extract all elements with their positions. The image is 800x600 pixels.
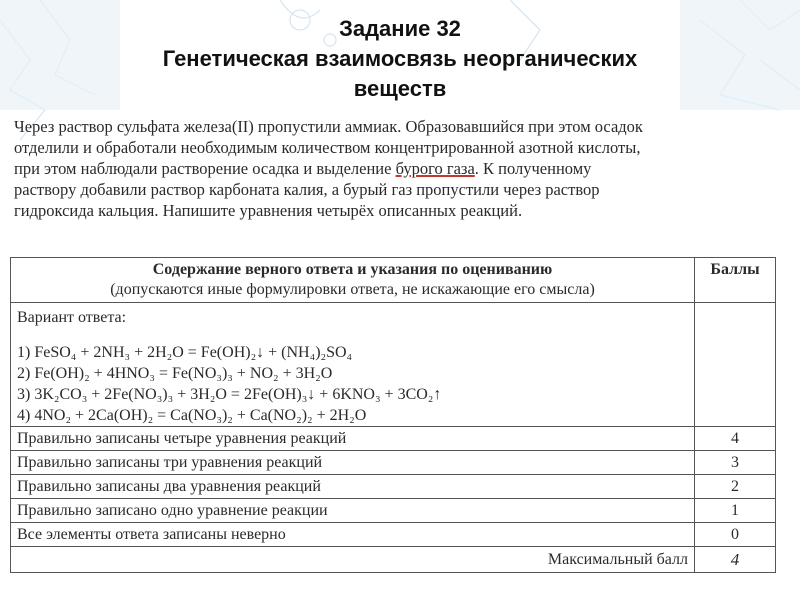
table-header-row [11,258,776,303]
criterion-score: 2 [695,475,776,499]
task-line: раствору добавили раствор карбоната калия, а бурый газ пропустили через раствор [14,180,600,199]
criterion-score: 3 [695,451,776,475]
max-score-row [11,547,776,573]
header-subtitle: (допускаются иные формулировки ответа, не искажающие его смысла) [110,281,595,298]
task-text [14,116,784,221]
task-line: отделили и обработали необходимым количеством концентрированной азотной кислоты, [14,138,641,157]
title-line-1: Задание 32 [339,16,461,41]
answer-score-cell [695,303,776,427]
table-row [11,499,776,523]
task-line-part: при этом наблюдали растворение осадка и выделение [14,159,396,178]
max-score-label: Максимальный балл [11,547,695,573]
criterion-score: 0 [695,523,776,547]
answer-label: Вариант ответа: [17,309,127,326]
task-line: гидроксида кальция. Напишите уравнения четырёх описанных реакций. [14,201,523,220]
answer-cell [11,303,695,427]
criterion-text: Правильно записаны два уравнения реакций [11,475,695,499]
max-score-value: 4 [695,547,776,573]
grading-table [10,257,776,573]
header-score-cell: Баллы [695,258,776,303]
header-title: Содержание верного ответа и указания по оцениванию [152,261,553,278]
task-line: Через раствор сульфата железа(II) пропустили аммиак. Образовавшийся при этом осадок [14,117,643,136]
equation-line: 1) FeSO₄ + 2NH₃ + 2H₂O = Fe(OH)₂↓ + (NH₄)₂SO₄ [17,344,353,361]
title-line-3: веществ [353,76,447,101]
criterion-text: Все элементы ответа записаны неверно [11,523,695,547]
task-line-part: . К полученному [474,159,592,178]
equation-line: 3) 3K₂CO₃ + 2Fe(NO₃)₃ + 3H₂O = 2Fe(OH)₃↓ + 6KNO₃ + 3CO₂↑ [17,386,442,403]
title-line-2: Генетическая взаимосвязь неорганических [162,46,638,71]
slide-title [0,14,800,104]
task-line [14,158,784,179]
table-row [11,451,776,475]
criterion-text: Правильно записано одно уравнение реакции [11,499,695,523]
criterion-score: 4 [695,427,776,451]
criterion-score: 1 [695,499,776,523]
answer-row [11,303,776,427]
table-row [11,427,776,451]
equation-line: 4) 4NO₂ + 2Ca(OH)₂ = Ca(NO₃)₂ + Ca(NO₂)₂ + 2H₂O [17,407,367,424]
header-content-cell [11,258,695,303]
criterion-text: Правильно записаны четыре уравнения реакций [11,427,695,451]
equation-line: 2) Fe(OH)₂ + 4HNO₃ = Fe(NO₃)₃ + NO₂ + 3H₂O [17,365,333,382]
underlined-phrase: бурого газа [395,159,475,178]
criterion-text: Правильно записаны три уравнения реакций [11,451,695,475]
table-row [11,523,776,547]
table-row [11,475,776,499]
